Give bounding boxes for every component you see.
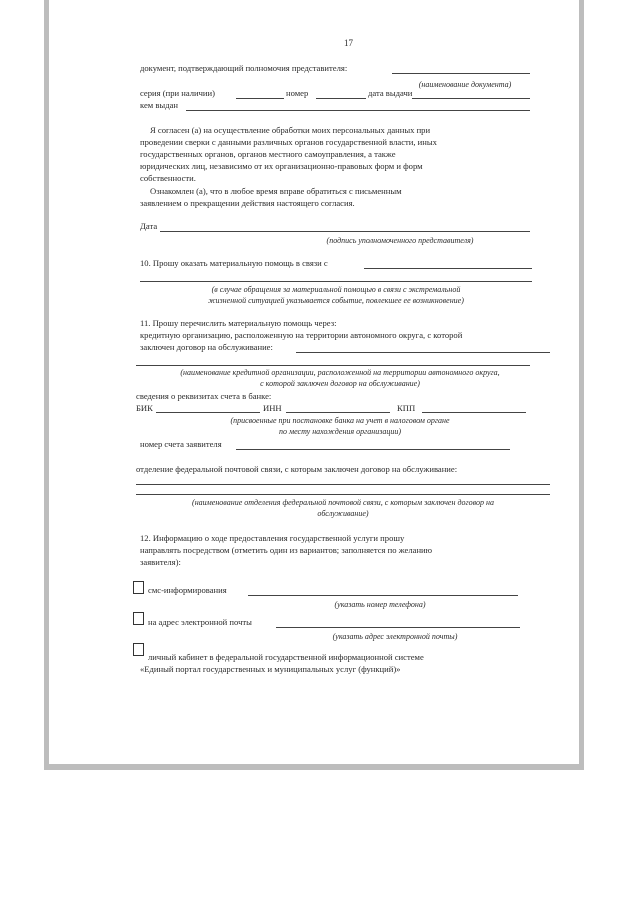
section-12-line-3: заявителя): [140,557,181,567]
rep-issued-line[interactable] [186,110,530,111]
section-10-text: 10. Прошу оказать материальную помощь в связи с [140,258,328,268]
consent-line-3: государственных органов, органов местного самоуправления, а также [140,149,396,159]
date-sign-line[interactable] [160,231,530,232]
portal-option-line-2: «Единый портал государственных и муниципальных услуг (функций)» [140,664,401,674]
rep-doc-label: документ, подтверждающий полномочия представителя: [140,63,348,73]
sms-caption: (указать номер телефона) [334,600,426,609]
email-checkbox[interactable] [133,612,144,625]
section-11-line-3: заключен договор на обслуживание: [140,342,273,352]
consent-line-4: юридических лиц, независимо от их организационно-правовых форм и форм [140,161,423,171]
bank-line-1[interactable] [296,352,550,353]
section-11-line-1: 11. Прошу перечислить материальную помощь через: [140,318,337,328]
page-number: 17 [344,38,353,48]
rep-series-line[interactable] [236,98,284,99]
rep-date-label: дата выдачи [368,88,413,98]
consent-line-5: собственности. [140,173,196,183]
postal-caption-2: обслуживание) [317,509,369,518]
section-11-line-2: кредитную организацию, расположенную на территории автономного округа, с которой [140,330,463,340]
postal-text: отделение федеральной почтовой связи, с которым заключен договор на обслуживание: [136,464,458,474]
rep-doc-caption: (наименование документа) [418,80,512,89]
email-caption: (указать адрес электронной почты) [332,632,458,641]
sms-checkbox[interactable] [133,581,144,594]
date-label: Дата [140,221,158,231]
bank-line-2[interactable] [136,365,530,366]
sign-caption: (подпись уполномоченного представителя) [326,236,474,245]
account-label: номер счета заявителя [140,439,222,449]
kpp-label: КПП [397,403,416,413]
sms-option-label: смс-информирования [148,585,227,595]
rep-doc-line[interactable] [392,73,530,74]
postal-caption-1: (наименование отделения федеральной почтовой связи, с которым заключен договор на [192,498,494,507]
portal-checkbox[interactable] [133,643,144,656]
bank-caption-1: (наименование кредитной организации, расположенной на территории автономного округа, [180,368,500,377]
consent-line-1: Я согласен (а) на осуществление обработки моих персональных данных при [150,125,431,135]
portal-option-line-1: личный кабинет в федеральной государственной информационной системе [148,652,424,662]
reg-caption-2: по месту нахождения организации) [278,427,402,436]
account-line[interactable] [236,449,510,450]
consent-line-6: Ознакомлен (а), что в любое время вправе обратиться с письменным [150,186,402,196]
rep-issued-label: кем выдан [140,100,178,110]
email-option-label: на адрес электронной почты [148,617,252,627]
section-10-line-2[interactable] [140,281,532,282]
bik-label: БИК [136,403,153,413]
email-line[interactable] [276,627,520,628]
account-details-label: сведения о реквизитах счета в банке: [136,391,272,401]
rep-number-line[interactable] [316,98,366,99]
section-12-line-1: 12. Информацию о ходе предоставления государственной услуги прошу [140,533,405,543]
section-10-caption-2: жизненной ситуацией указывается событие, повлекшее ее возникновение) [208,296,464,305]
section-10-line[interactable] [364,268,532,269]
consent-line-7: заявлением о прекращении действия настоящего согласия. [140,198,355,208]
consent-line-2: проведении сверки с данными различных органов государственной власти, иных [140,137,437,147]
postal-line-1[interactable] [136,484,550,485]
sms-phone-line[interactable] [248,595,518,596]
bik-line[interactable] [156,412,260,413]
section-12-line-2: направлять посредством (отметить один из вариантов; заполняется по желанию [140,545,433,555]
rep-series-label: серия (при наличии) [140,88,215,98]
postal-line-2[interactable] [136,494,550,495]
section-10-caption-1: (в случае обращения за материальной помощью в связи с экстремальной [211,285,461,294]
reg-caption-1: (присвоенные при постановке банка на учет в налоговом органе [230,416,450,425]
bank-caption-2: с которой заключен договор на обслуживание) [260,379,420,388]
kpp-line[interactable] [422,412,526,413]
rep-date-line[interactable] [412,98,530,99]
rep-number-label: номер [286,88,309,98]
inn-line[interactable] [286,412,390,413]
inn-label: ИНН [263,403,282,413]
